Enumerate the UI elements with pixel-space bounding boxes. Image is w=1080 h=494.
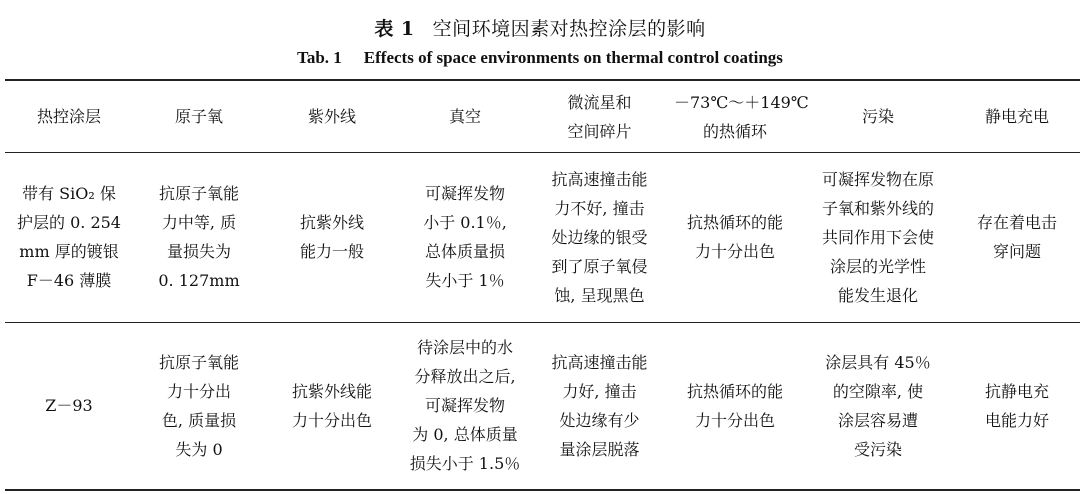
table-cell xyxy=(5,322,133,489)
cell-text-line: 污染 xyxy=(861,107,894,126)
cell-text-line: 涂层容易遭 xyxy=(837,410,918,430)
table-caption-en xyxy=(0,48,1080,68)
cell-text-line: 抗高速撞击能 xyxy=(551,352,648,372)
cell-text-line: mm 厚的镀银 xyxy=(19,242,119,261)
cell-text-line: －73℃～＋149℃ xyxy=(674,92,809,112)
cell-text-line: 的空隙率, 使 xyxy=(832,381,924,401)
cell-text-line: 抗高速撞击能 xyxy=(551,169,648,189)
cell-text-line: 原子氧 xyxy=(174,107,223,126)
cell-text-line: 涂层的光学性 xyxy=(829,256,926,276)
caption-label-en: Tab. 1 xyxy=(297,48,342,67)
cell-text-line: 力好, 撞击 xyxy=(562,381,637,401)
cell-text-line: 能力一般 xyxy=(299,242,364,261)
cell-text-line: 蚀, 呈现黑色 xyxy=(554,285,645,305)
cell-text-line: 损失小于 1.5％ xyxy=(409,454,521,473)
cell-text-line: 为 0, 总体质量 xyxy=(412,425,518,444)
cell-text-line: 子氧和紫外线的 xyxy=(821,198,934,218)
header-cell xyxy=(954,81,1080,152)
cell-text-line: 共同作用下会使 xyxy=(821,227,934,247)
table-cell xyxy=(954,322,1080,489)
cell-text-line: 护层的 0. 254 xyxy=(17,213,121,232)
cell-text-line: 抗静电充 xyxy=(984,381,1049,401)
cell-text-line: 真空 xyxy=(448,107,481,126)
cell-text-line: 抗原子氧能 xyxy=(158,352,239,372)
table-cell xyxy=(531,152,668,322)
cell-text-line: 力不好, 撞击 xyxy=(554,198,645,218)
header-cell xyxy=(531,81,668,152)
cell-text-line: 可凝挥发物 xyxy=(424,184,505,203)
caption-title-en: Effects of space environments on thermal control coatings xyxy=(363,48,783,67)
table-cell xyxy=(954,152,1080,322)
effects-table xyxy=(5,81,1080,489)
cell-text-line: 的热循环 xyxy=(702,121,767,141)
header-cell xyxy=(5,81,133,152)
cell-text-line: Z－93 xyxy=(45,396,93,415)
table-cell xyxy=(668,322,802,489)
table-cell xyxy=(668,152,802,322)
cell-text-line: 微流星和 xyxy=(567,92,632,112)
cell-text-line: 静电充电 xyxy=(984,107,1049,126)
cell-text-line: 抗紫外线能 xyxy=(291,381,372,401)
header-cell xyxy=(668,81,809,152)
cell-text-line: 分释放出之后, xyxy=(414,367,516,386)
cell-text-line: 可凝挥发物 xyxy=(424,396,505,415)
table-cell xyxy=(133,152,265,322)
header-cell xyxy=(802,81,954,152)
header-cell xyxy=(265,81,399,152)
cell-text-line: 抗原子氧能 xyxy=(158,184,239,203)
cell-text-line: 力十分出色 xyxy=(291,410,372,430)
cell-text-line: 受污染 xyxy=(853,439,902,459)
header-cell xyxy=(133,81,265,152)
table-cell xyxy=(531,322,668,489)
cell-text-line: 总体质量损 xyxy=(424,242,505,261)
cell-text-line: 失为 0 xyxy=(175,439,223,459)
header-cell xyxy=(399,81,531,152)
cell-text-line: 抗紫外线 xyxy=(299,213,364,232)
table-cell xyxy=(802,152,954,322)
cell-text-line: 力十分出色 xyxy=(694,242,775,261)
table-cell xyxy=(399,322,531,489)
cell-text-line: 可凝挥发物在原 xyxy=(821,169,934,189)
cell-text-line: 带有 SiO₂ 保 xyxy=(22,184,116,203)
table-cell xyxy=(5,152,133,322)
cell-text-line: 电能力好 xyxy=(984,410,1049,430)
cell-text-line: 小于 0.1％, xyxy=(423,213,507,232)
table-bottom-rule xyxy=(5,489,1080,491)
table-cell xyxy=(133,322,265,489)
cell-text-line: 热控涂层 xyxy=(36,107,101,126)
cell-text-line: 待涂层中的水 xyxy=(416,338,513,357)
cell-text-line: 抗热循环的能 xyxy=(686,381,783,401)
cell-text-line: 存在着电击 xyxy=(976,213,1057,232)
table-cell xyxy=(265,152,399,322)
cell-text-line: 穿问题 xyxy=(992,242,1041,261)
cell-text-line: 量涂层脱落 xyxy=(559,439,640,459)
cell-text-line: 力十分出色 xyxy=(694,410,775,430)
cell-text-line: 处边缘的银受 xyxy=(551,227,648,247)
cell-text-line: 失小于 1％ xyxy=(425,271,505,290)
table-row xyxy=(5,322,1080,489)
caption-label-zh: 表 1 xyxy=(374,18,415,40)
cell-text-line: 能发生退化 xyxy=(837,285,918,305)
cell-text-line: 处边缘有少 xyxy=(559,410,640,430)
table-header-row xyxy=(5,81,1080,152)
cell-text-line: 力中等, 质 xyxy=(161,213,237,232)
cell-text-line: 色, 质量损 xyxy=(161,410,237,430)
table-cell xyxy=(399,152,531,322)
cell-text-line: 紫外线 xyxy=(307,107,356,126)
cell-text-line: 力十分出 xyxy=(166,381,231,401)
cell-text-line: F－46 薄膜 xyxy=(26,271,112,290)
cell-text-line: 0. 127mm xyxy=(158,271,240,290)
cell-text-line: 抗热循环的能 xyxy=(686,213,783,232)
table-caption-zh xyxy=(0,14,1080,41)
caption-title-zh: 空间环境因素对热控涂层的影响 xyxy=(432,18,706,40)
table-cell xyxy=(802,322,954,489)
cell-text-line: 空间碎片 xyxy=(567,121,632,141)
table-cell xyxy=(265,322,399,489)
table-row xyxy=(5,152,1080,322)
cell-text-line: 量损失为 xyxy=(166,242,231,261)
cell-text-line: 到了原子氧侵 xyxy=(551,256,648,276)
cell-text-line: 涂层具有 45％ xyxy=(825,352,931,372)
